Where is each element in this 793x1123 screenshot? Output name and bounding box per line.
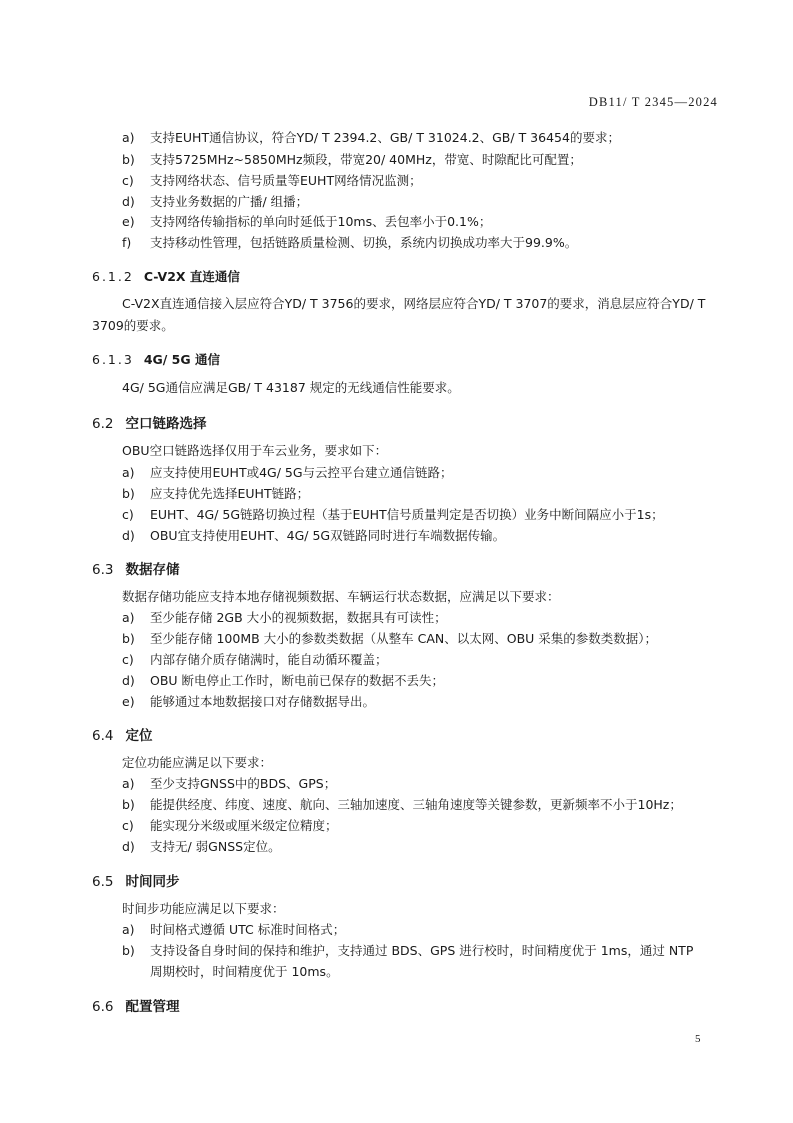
list-item-text: 内部存储介质存储满时，能自动循环覆盖； bbox=[150, 652, 388, 667]
list-item-label: b) bbox=[122, 631, 135, 646]
paragraph-text: 定位功能应满足以下要求： bbox=[122, 755, 273, 770]
list-item-text: 支持网络状态、信号质量等EUHT网络情况监测； bbox=[150, 173, 422, 188]
section-heading-6-4 bbox=[92, 724, 152, 744]
list-item-text: OBU宜支持使用EUHT、4G/ 5G双链路同时进行车端数据传输。 bbox=[150, 528, 506, 543]
page-number: 5 bbox=[695, 1033, 701, 1045]
list-item-text: 支持移动性管理，包括链路质量检测、切换，系统内切换成功率大于99.9%。 bbox=[150, 235, 578, 250]
list-item-label: d) bbox=[122, 839, 135, 854]
section-heading-6-2 bbox=[92, 412, 206, 432]
section-title: 定位 bbox=[125, 728, 153, 744]
section-number: 6.1.3 bbox=[92, 352, 134, 367]
list-item-text: 支持EUHT通信协议，符合YD/ T 2394.2、GB/ T 31024.2、GB/ T 36454的要求； bbox=[150, 130, 620, 145]
list-item-label: a) bbox=[122, 130, 135, 145]
list-item-label: a) bbox=[122, 776, 135, 791]
section-heading-6-1-3 bbox=[92, 350, 220, 368]
paragraph-text: C-V2X直连通信接入层应符合YD/ T 3756的要求，网络层应符合YD/ T 3707的要求，消息层应符合YD/ T bbox=[122, 296, 706, 311]
list-item-label: e) bbox=[122, 694, 135, 709]
list-item-text: 能提供经度、纬度、速度、航向、三轴加速度、三轴角速度等关键参数，更新频率不小于10Hz； bbox=[150, 797, 682, 812]
list-item-text: 支持无/ 弱GNSS定位。 bbox=[150, 839, 281, 854]
section-heading-6-5 bbox=[92, 870, 179, 890]
list-item-label: d) bbox=[122, 673, 135, 688]
list-item-label: e) bbox=[122, 214, 135, 229]
section-number: 6.5 bbox=[92, 874, 114, 890]
section-heading-6-6 bbox=[92, 995, 179, 1015]
list-item-text: 应支持优先选择EUHT链路； bbox=[150, 486, 310, 501]
section-title: C-V2X 直连通信 bbox=[143, 269, 240, 284]
list-item-label: c) bbox=[122, 652, 134, 667]
list-item-label: c) bbox=[122, 507, 134, 522]
list-item-text: 至少能存储 2GB 大小的视频数据，数据具有可读性； bbox=[150, 610, 447, 625]
paragraph-text: 时间步功能应满足以下要求： bbox=[122, 901, 285, 916]
section-number: 6.1.2 bbox=[92, 269, 134, 284]
list-item-label: b) bbox=[122, 797, 135, 812]
list-item-label: d) bbox=[122, 194, 135, 209]
section-number: 6.3 bbox=[92, 562, 114, 578]
paragraph-text: 4G/ 5G通信应满足GB/ T 43187 规定的无线通信性能要求。 bbox=[122, 380, 460, 395]
list-item-text: 支持业务数据的广播/ 组播； bbox=[150, 194, 309, 209]
list-item-label: b) bbox=[122, 943, 135, 958]
list-item-text: 支持网络传输指标的单向时延低于10ms、丢包率小于0.1%； bbox=[150, 214, 492, 229]
list-item-text: 支持5725MHz~5850MHz频段，带宽20/ 40MHz，带宽、时隙配比可配置； bbox=[150, 152, 582, 167]
paragraph-text: 数据存储功能应支持本地存储视频数据、车辆运行状态数据，应满足以下要求： bbox=[122, 589, 560, 604]
list-item-text: 能实现分米级或厘米级定位精度； bbox=[150, 818, 338, 833]
list-item-label: a) bbox=[122, 610, 135, 625]
paragraph-text: 3709的要求。 bbox=[92, 318, 174, 333]
list-item-label: c) bbox=[122, 818, 134, 833]
list-item-label: b) bbox=[122, 486, 135, 501]
document-number: DB11/ T 2345—2024 bbox=[588, 95, 718, 109]
section-title: 4G/ 5G 通信 bbox=[143, 352, 220, 367]
list-item-text: OBU 断电停止工作时，断电前已保存的数据不丢失； bbox=[150, 673, 445, 688]
list-item-text: 支持设备自身时间的保持和维护，支持通过 BDS、GPS 进行校时，时间精度优于 1ms，通过 NTP bbox=[150, 943, 694, 958]
section-title: 空口链路选择 bbox=[125, 416, 207, 432]
paragraph-text: OBU空口链路选择仅用于车云业务，要求如下： bbox=[122, 443, 388, 458]
list-item-text: 能够通过本地数据接口对存储数据导出。 bbox=[150, 694, 376, 709]
section-heading-6-3 bbox=[92, 558, 179, 578]
section-title: 时间同步 bbox=[125, 874, 180, 890]
list-item-label: d) bbox=[122, 528, 135, 543]
list-item-label: a) bbox=[122, 922, 135, 937]
list-item-text: 时间格式遵循 UTC 标准时间格式； bbox=[150, 922, 346, 937]
list-item-label: b) bbox=[122, 152, 135, 167]
list-item-text: EUHT、4G/ 5G链路切换过程（基于EUHT信号质量判定是否切换）业务中断间隔应小于1s； bbox=[150, 507, 664, 522]
section-number: 6.6 bbox=[92, 999, 114, 1015]
list-item-text: 至少能存储 100MB 大小的参数类数据（从整车 CAN、以太网、OBU 采集的参数类数据）； bbox=[150, 631, 658, 646]
list-item-label: f) bbox=[122, 235, 132, 250]
list-item-label: a) bbox=[122, 465, 135, 480]
section-number: 6.2 bbox=[92, 416, 114, 432]
list-item-text: 至少支持GNSS中的BDS、GPS； bbox=[150, 776, 337, 791]
section-number: 6.4 bbox=[92, 728, 114, 744]
section-title: 数据存储 bbox=[125, 562, 180, 578]
section-title: 配置管理 bbox=[125, 999, 180, 1015]
list-item-label: c) bbox=[122, 173, 134, 188]
list-item-text: 周期校时，时间精度优于 10ms。 bbox=[150, 964, 339, 979]
section-heading-6-1-2 bbox=[92, 267, 240, 285]
list-item-text: 应支持使用EUHT或4G/ 5G与云控平台建立通信链路； bbox=[150, 465, 453, 480]
